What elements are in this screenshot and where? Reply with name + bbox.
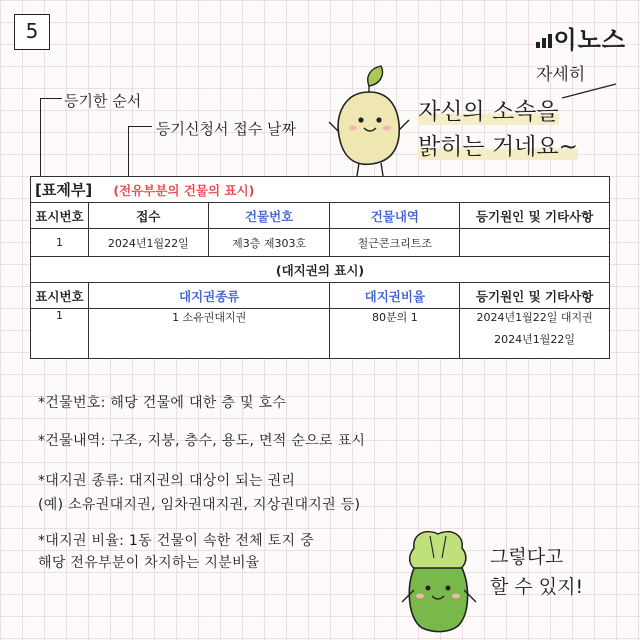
detail-pointer-line — [560, 80, 620, 102]
bottom-speech-line-2: 할 수 있지! — [490, 576, 584, 598]
registry-table — [30, 176, 610, 359]
header-remarks: 등기원인 및 기타사항 — [460, 203, 610, 229]
page-number: 5 — [14, 14, 50, 50]
receipt-bracket-line — [128, 126, 152, 178]
speech-line-2 — [418, 128, 578, 161]
table-row-2 — [31, 309, 610, 359]
table-header-row — [31, 203, 610, 229]
note-building-detail: *건물내역: 구조, 지붕, 층수, 용도, 면적 순으로 표시 — [38, 433, 366, 449]
table-header-row-2 — [31, 283, 610, 309]
logo-text: 이노스 — [553, 26, 626, 54]
cell2-remarks — [460, 309, 610, 359]
note-land-right-ratio: *대지권 비율: 1동 건물이 속한 전체 토지 중 — [38, 533, 314, 549]
table-title-cell — [31, 177, 610, 203]
cell-building-number: 제3층 제303호 — [208, 229, 330, 257]
cabbage-character-icon — [392, 528, 484, 636]
header-display-number: 표시번호 — [31, 203, 89, 229]
note-land-right-type: *대지권 종류: 대지권의 대상이 되는 권리 — [38, 473, 296, 489]
bottom-speech-line-1: 그렇다고 — [490, 546, 564, 568]
speech-line-2-text: 밝히는 거네요~ — [418, 134, 578, 160]
section-land-right: (대지권의 표시) — [31, 257, 610, 283]
order-bracket-line — [40, 98, 62, 178]
header-building-number: 건물번호 — [208, 203, 330, 229]
cell-building-detail: 철근콘크리트조 — [330, 229, 460, 257]
detail-word: 자세히 — [536, 65, 586, 85]
cell2-land-right-type: 1 소유권대지권 — [88, 309, 330, 359]
sprout-character-icon — [325, 62, 415, 180]
note-land-right-type-example: (예) 소유권대지권, 임차권대지권, 지상권대지권 등) — [38, 497, 361, 513]
logo-bars-icon — [536, 29, 554, 48]
header2-land-right-ratio: 대지권비율 — [330, 283, 460, 309]
cell-display-number: 1 — [31, 229, 89, 257]
table-title: [표제부] — [35, 181, 93, 199]
header2-land-right-type: 대지권종류 — [88, 283, 330, 309]
header-receipt: 접수 — [88, 203, 208, 229]
cell2-remarks-line-2: 2024년1월22일 — [494, 333, 576, 346]
order-label: 등기한 순서 — [64, 92, 142, 110]
cell-remarks — [460, 229, 610, 257]
brand-logo — [536, 16, 626, 52]
receipt-label: 등기신청서 접수 날짜 — [156, 120, 296, 138]
header2-display-number: 표시번호 — [31, 283, 89, 309]
cell-receipt-date: 2024년1월22일 — [88, 229, 208, 257]
header2-remarks: 등기원인 및 기타사항 — [460, 283, 610, 309]
cell2-display-number: 1 — [31, 309, 89, 359]
note-land-right-ratio-cont: 해당 전유부분이 차지하는 지분비율 — [38, 555, 260, 571]
cell2-remarks-line-1: 2024년1월22일 대지권 — [476, 311, 593, 324]
note-building-number: *건물번호: 해당 건물에 대한 층 및 호수 — [38, 395, 287, 411]
cell2-land-right-ratio: 80분의 1 — [330, 309, 460, 359]
table-subtitle: (전유부분의 건물의 표시) — [113, 183, 255, 198]
header-building-detail: 건물내역 — [330, 203, 460, 229]
speech-line-1 — [418, 93, 559, 126]
table-row — [31, 229, 610, 257]
speech-line-1-text: 자신의 소속을 — [418, 99, 559, 125]
